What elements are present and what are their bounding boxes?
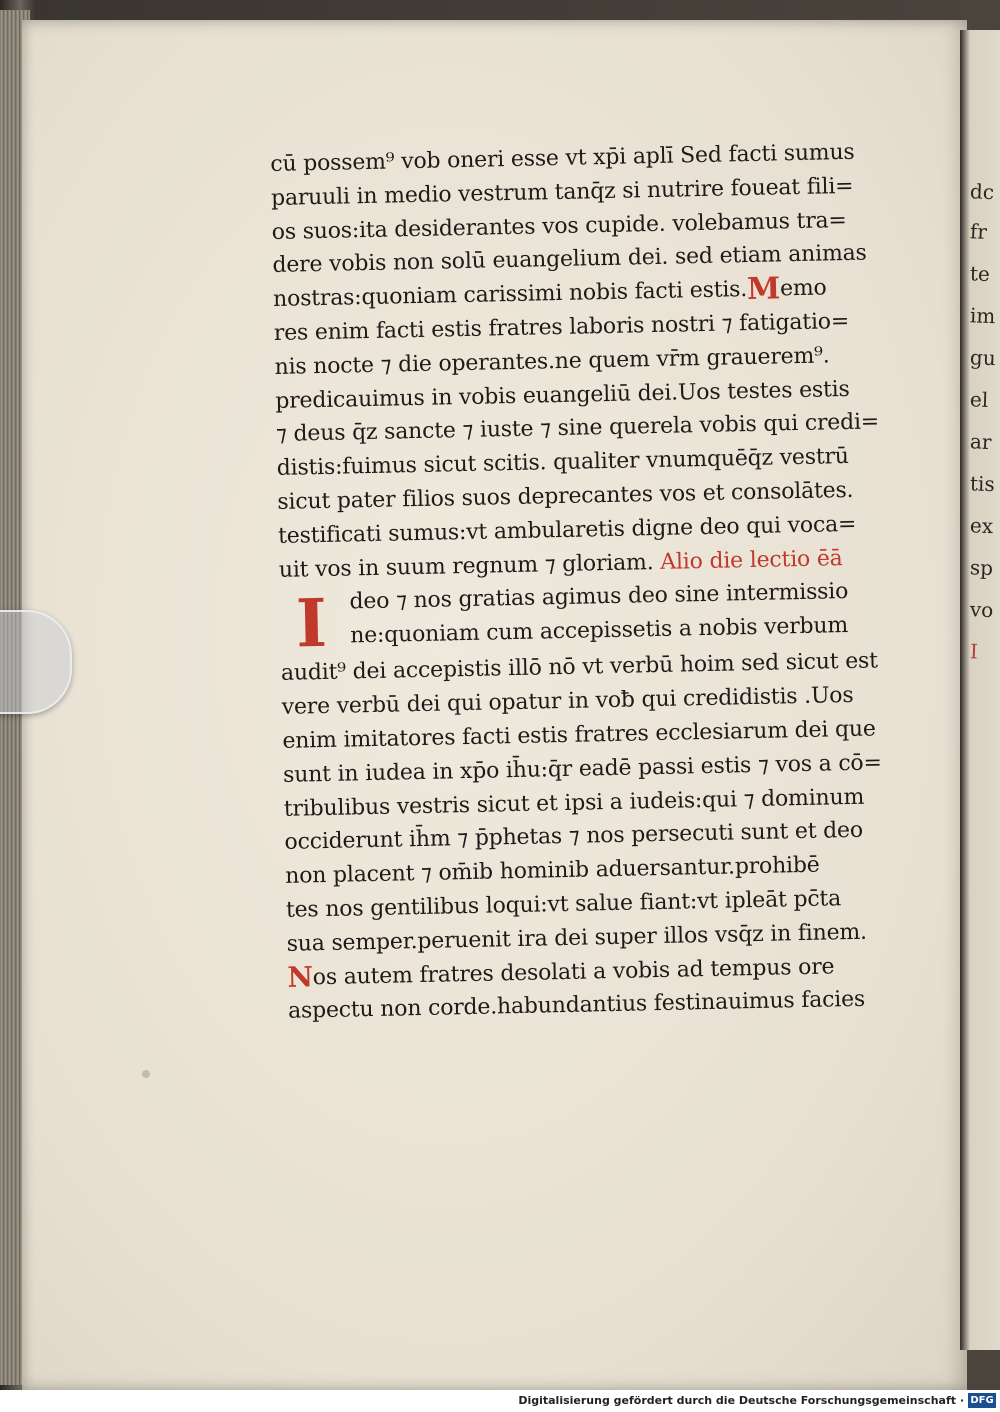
text-line: vere verbū dei qui opatur in voƀ qui credidistis .Uos	[281, 683, 854, 721]
text-line: dere vobis non solū euangelium dei. sed etiam animas	[272, 240, 867, 279]
facing-page-fragment: im	[969, 303, 996, 329]
text-line: ⁊ deus q̄z sancte ⁊ iuste ⁊ sine querela vobis qui credi=	[275, 409, 880, 448]
text-line: ne:quoniam cum accepissetis a nobis verbum	[349, 613, 849, 649]
text-line: sua semper.peruenit ira dei super illos vsq̄z in finem.	[286, 919, 868, 957]
text-block	[270, 135, 918, 1029]
text-line: sicut pater filios suos deprecantes vos et consolātes.	[277, 477, 854, 515]
text-line: testificati sumus:vt ambularetis digne deo qui voca=	[277, 511, 857, 549]
text-line: distis:fuimus sicut scitis. qualiter vnumquēq̄z vestrū	[276, 444, 850, 482]
text-line: non placent ⁊ om̄ib hominib aduersantur.prohibē	[284, 852, 820, 889]
text-line: enim imitatores facti estis fratres ecclesiarum dei que	[282, 716, 876, 754]
dfg-logo[interactable]: DFG	[968, 1393, 996, 1408]
facing-page-fragment: vo	[969, 597, 994, 623]
text-line: paruuli in medio vestrum tanq̄z si nutrire foueat fili=	[270, 173, 854, 211]
text-line: res enim facti estis fratres laboris nostri ⁊ fatigatio=	[273, 308, 850, 346]
facing-page-fragment: el	[969, 387, 989, 412]
text-line: audit⁹ dei accepistis illō nō vt verbū hoim sed sicut est	[280, 648, 879, 687]
rubric-heading: Alio die lectio ēā	[659, 545, 843, 575]
facing-page-fragment: sp	[969, 555, 994, 581]
text-line: tribulibus vestris sicut et ipsi a iudeis:qui ⁊ dominum	[283, 784, 865, 822]
text-line: nostras:quoniam carissimi nobis facti estis.Memo	[272, 271, 827, 313]
facing-page-fragment: ex	[969, 513, 994, 539]
paper-blot	[142, 1070, 150, 1078]
facing-page-fragment: te	[969, 261, 991, 286]
red-initial: M	[746, 271, 781, 308]
text-line: nis nocte ⁊ die operantes.ne quem vr̄m grauerem⁹.	[274, 343, 830, 380]
text-line: deo ⁊ nos gratias agimus deo sine intermissio	[349, 579, 849, 615]
facing-page-fragment: gu	[969, 345, 997, 371]
text-line: predicauimus in vobis euangeliū dei.Uos testes estis	[275, 376, 850, 414]
text-line: cū possem⁹ vob oneri esse vt xp̄i aplī Sed facti sumus	[270, 139, 855, 177]
facing-page-fragment: ar	[969, 429, 992, 455]
text-line: os suos:ita desiderantes vos cupide. volebamus tra=	[271, 207, 847, 245]
facing-page-fragment: dc	[969, 179, 995, 205]
text-line: aspectu non corde.habundantius festinauimus facies	[287, 987, 866, 1025]
footer-credit: Digitalisierung gefördert durch die Deutsche Forschungsgemeinschaft ·	[518, 1394, 964, 1407]
text-line: sunt in iudea in xp̄o ih̄u:q̄r eadē passi estis ⁊ vos a cō=	[282, 750, 882, 788]
text-line: tes nos gentilibus loqui:vt salue fiant:vt ipleāt pc̄ta	[285, 886, 842, 923]
facing-page-edge	[960, 30, 1000, 1350]
facing-page-fragment: tis	[969, 471, 996, 497]
text-line: Nos autem fratres desolati a vobis ad tempus ore	[287, 953, 835, 994]
digitization-footer	[0, 1390, 1000, 1412]
facing-page-fragment: I	[969, 639, 979, 664]
red-initial: N	[287, 959, 314, 994]
text-line: uit vos in suum regnum ⁊ gloriam. Alio die lectio ēā	[278, 545, 843, 583]
text-line: occiderunt ih̄m ⁊ p̄phetas ⁊ nos persecuti sunt et deo	[284, 818, 864, 856]
facing-page-fragment: fr	[969, 219, 988, 244]
red-drop-cap: I	[295, 584, 328, 663]
